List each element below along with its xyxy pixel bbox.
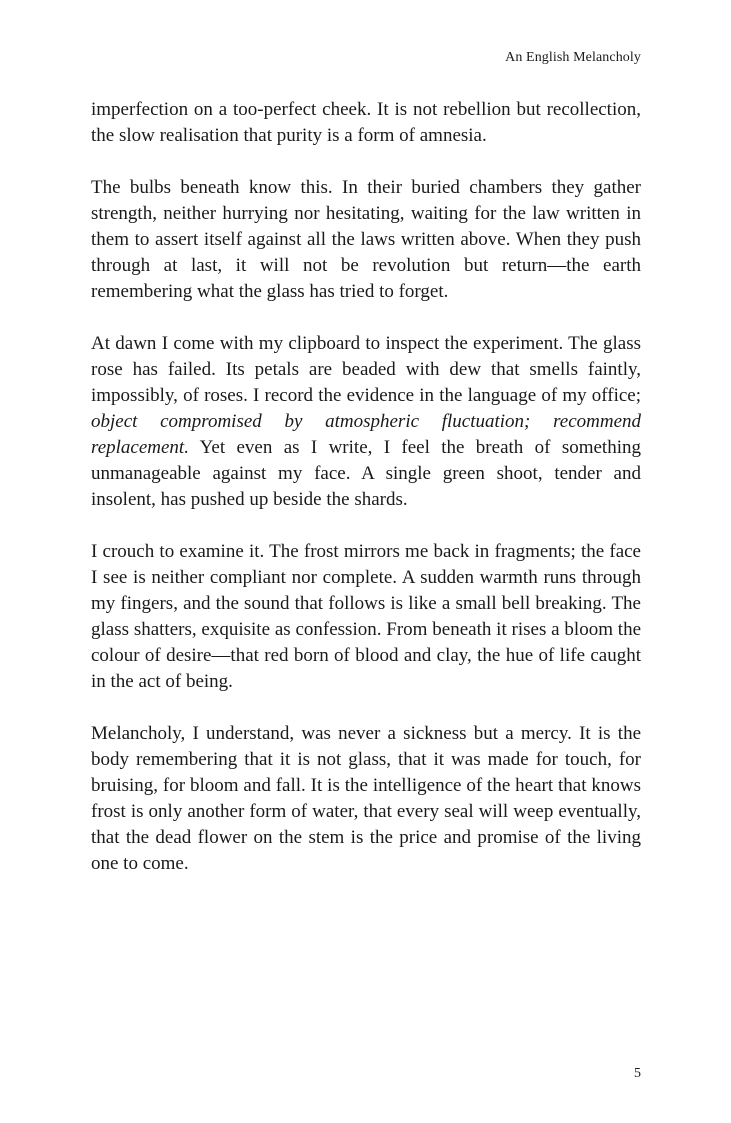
paragraph [91, 539, 641, 695]
paragraph [91, 331, 641, 513]
paragraph [91, 721, 641, 877]
paragraph-text: Yet even as I write, I feel the breath of something unmanageable against my face. A single green shoot, tender and insolent, has pushed up beside the shards. [91, 437, 641, 510]
paragraph-text: At dawn I come with my clipboard to inspect the experiment. The glass rose has failed. Its petals are beaded with dew that smells faintly, impossibly, of roses. I record the evidence in the language of my office; [91, 333, 641, 406]
page-number: 5 [634, 1066, 641, 1081]
paragraph [91, 97, 641, 149]
paragraph [91, 175, 641, 305]
paragraph-text: The bulbs beneath know this. In their buried chambers they gather strength, neither hurrying nor hesitating, waiting for the law written in them to assert itself against all the laws written above. When they push through at last, it will not be revolution but return—the earth remembering what the glass has tried to forget. [91, 177, 641, 302]
paragraph-text: Melancholy, I understand, was never a sickness but a mercy. It is the body remembering that it is not glass, that it was made for touch, for bruising, for bloom and fall. It is the intelligence of the heart that knows frost is only another form of water, that every seal will weep eventually, that the dead flower on the stem is the price and promise of the living one to come. [91, 723, 641, 874]
paragraph-text: imperfection on a too-perfect cheek. It is not rebellion but recollection, the slow realisation that purity is a form of amnesia. [91, 99, 641, 146]
running-head: An English Melancholy [505, 50, 641, 65]
italic-quote: object compromised by atmospheric fluctuation; recommend replacement. [91, 411, 641, 458]
body-text [91, 97, 641, 877]
paragraph-text: I crouch to examine it. The frost mirrors me back in fragments; the face I see is neither compliant nor complete. A sudden warmth runs through my fingers, and the sound that follows is like a small bell breaking. The glass shatters, exquisite as confession. From beneath it rises a bloom the colour of desire—that red born of blood and clay, the hue of life caught in the act of being. [91, 541, 641, 692]
